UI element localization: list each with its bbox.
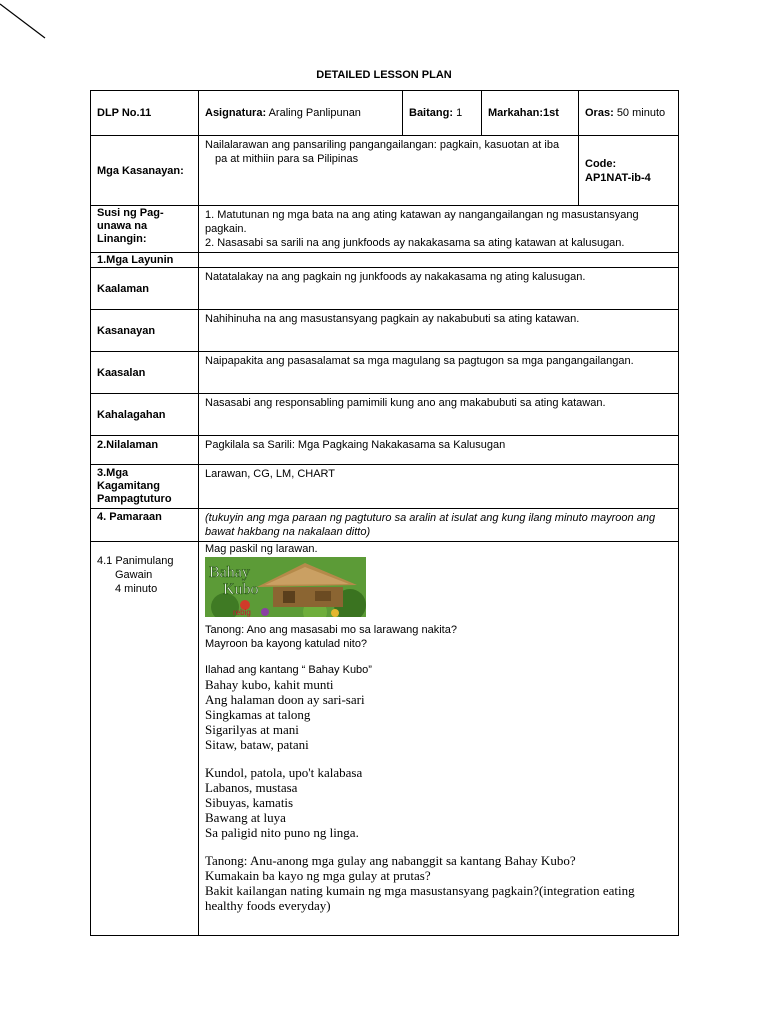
- stanza-2: [205, 765, 674, 840]
- stanza-2-line: Sibuyas, kamatis: [205, 795, 294, 810]
- layunin-row: [91, 253, 679, 268]
- stanza-1-line: Ang halaman doon ay sari-sari: [205, 692, 365, 707]
- oras-value: 50 minuto: [616, 107, 666, 119]
- closing-question: Bakit kailangan nating kumain ng mga masustansyang pagkain?(integration eating healthy foods everyday): [205, 883, 635, 913]
- stanza-1-line: Sigarilyas at mani: [205, 722, 299, 737]
- markahan: Markahan:1st: [482, 91, 579, 136]
- nilalaman-text: Pagkilala sa Sarili: Mga Pagkaing Nakakasama sa Kalusugan: [199, 436, 679, 465]
- kasanayan-text: [199, 136, 579, 206]
- code-label: Code:: [585, 157, 617, 170]
- susi-label: Susi ng Pag-unawa na Linangin:: [91, 206, 199, 253]
- kaalaman-row: [91, 268, 679, 310]
- kaasalan-label: [91, 352, 199, 394]
- kasanayan-line1: Nailalarawan ang pansariling pangangailangan: pagkain, kasuotan at iba: [205, 139, 560, 151]
- question-1: Tanong: Ano ang masasabi mo sa larawang nakita?: [205, 624, 457, 636]
- kasanayan-obj-label-text: Kasanayan: [97, 325, 156, 337]
- panimulang-label-3: 4 minuto: [115, 583, 158, 595]
- stanza-2-line: Kundol, patola, upo't kalabasa: [205, 765, 363, 780]
- panimulang-intro: Mag paskil ng larawan.: [205, 543, 318, 555]
- nilalaman-label: 2.Nilalaman: [91, 436, 199, 465]
- stanza-2-line: Sa paligid nito puno ng linga.: [205, 825, 359, 840]
- panimulang-label-2: Gawain: [115, 569, 153, 581]
- kahalagahan-text: Nasasabi ang responsabling pamimili kung ano ang makabubuti sa ating katawan.: [199, 394, 679, 436]
- pamaraan-label: 4. Pamaraan: [91, 509, 199, 542]
- image-text-rebig: rebig: [233, 608, 251, 617]
- panimulang-label-1: 4.1 Panimulang: [97, 555, 174, 567]
- stanza-2-line: Bawang at luya: [205, 810, 286, 825]
- stanza-2-line: Labanos, mustasa: [205, 780, 298, 795]
- kasanayan-label: Mga Kasanayan:: [91, 136, 199, 206]
- susi-item-1: 1. Matutunan ng mga bata na ang ating katawan ay nangangailangan ng masustansyang pagkain.: [205, 209, 639, 235]
- kasanayan-line2: pa at mithiin para sa Pilipinas: [215, 153, 359, 165]
- kahalagahan-label-text: Kahalagahan: [97, 409, 166, 421]
- lesson-plan-table: [90, 90, 679, 936]
- code-cell: [579, 136, 679, 206]
- asignatura-label: Asignatura:: [205, 107, 267, 119]
- kaalaman-text: Natatalakay na ang pagkain ng junkfoods ay nakakasama ng ating kalusugan.: [199, 268, 679, 310]
- question-2: Mayroon ba kayong katulad nito?: [205, 638, 368, 650]
- stanza-1-line: Bahay kubo, kahit munti: [205, 677, 334, 692]
- kagamitan-label: 3.Mga Kagamitang Pampagtuturo: [91, 465, 199, 509]
- kasanayan-objective-row: [91, 310, 679, 352]
- closing-question: Tanong: Anu-anong mga gulay ang nabanggit sa kantang Bahay Kubo?: [205, 853, 576, 868]
- layunin-label: 1.Mga Layunin: [91, 253, 199, 268]
- stanza-1-line: Singkamas at talong: [205, 707, 311, 722]
- susi-text: [199, 206, 679, 253]
- oras-label: Oras:: [585, 107, 614, 119]
- susi-row: [91, 206, 679, 253]
- kahalagahan-label: [91, 394, 199, 436]
- header-row: [91, 91, 679, 136]
- kaasalan-label-text: Kaasalan: [97, 367, 146, 379]
- layunin-empty: [199, 253, 679, 268]
- panimulang-content: [199, 542, 679, 936]
- closing-question: Kumakain ba kayo ng mga gulay at prutas?: [205, 868, 431, 883]
- kahalagahan-row: [91, 394, 679, 436]
- bahay-kubo-illustration: [205, 557, 366, 617]
- image-text-bahay: Bahay: [209, 564, 250, 581]
- baitang-cell: [403, 91, 482, 136]
- kaalaman-label-text: Kaalaman: [97, 283, 149, 295]
- kagamitan-text: Larawan, CG, LM, CHART: [199, 465, 679, 509]
- panimulang-label: [91, 542, 199, 936]
- nilalaman-row: [91, 436, 679, 465]
- corner-line: [0, 0, 50, 42]
- susi-item-2: 2. Nasasabi sa sarili na ang junkfoods ay nakakasama sa ating katawan at kalusugan.: [205, 237, 625, 249]
- baitang-label: Baitang:: [409, 107, 453, 119]
- kasanayan-row: [91, 136, 679, 206]
- panimulang-row: [91, 542, 679, 936]
- kasanayan-obj-text: Nahihinuha na ang masustansyang pagkain ay nakabubuti sa ating katawan.: [199, 310, 679, 352]
- pamaraan-note: (tukuyin ang mga paraan ng pagtuturo sa aralin at isulat ang kung ilang minuto mayroon ang bawat hakbang na nakalaan ditto): [199, 509, 679, 542]
- code-value: AP1NAT-ib-4: [585, 171, 651, 184]
- dlp-number: DLP No.11: [91, 91, 199, 136]
- asignatura-value: Araling Panlipunan: [268, 107, 361, 119]
- bahay-kubo-image: [205, 557, 366, 617]
- pamaraan-row: [91, 509, 679, 542]
- stanza-1: [205, 677, 674, 752]
- asignatura-cell: [199, 91, 403, 136]
- image-text-kubo: Kubo: [223, 581, 259, 598]
- stanza-1-line: Sitaw, bataw, patani: [205, 737, 309, 752]
- document-title: DETAILED LESSON PLAN: [316, 69, 452, 81]
- closing-questions: [205, 853, 674, 913]
- oras-cell: [579, 91, 679, 136]
- baitang-value: 1: [456, 107, 463, 119]
- song-intro: Ilahad ang kantang “ Bahay Kubo”: [205, 664, 372, 676]
- kaasalan-text: Naipapakita ang pasasalamat sa mga magulang sa pagtugon sa mga pangangailangan.: [199, 352, 679, 394]
- kagamitan-row: [91, 465, 679, 509]
- kaasalan-row: [91, 352, 679, 394]
- kasanayan-obj-label: [91, 310, 199, 352]
- kaalaman-label: [91, 268, 199, 310]
